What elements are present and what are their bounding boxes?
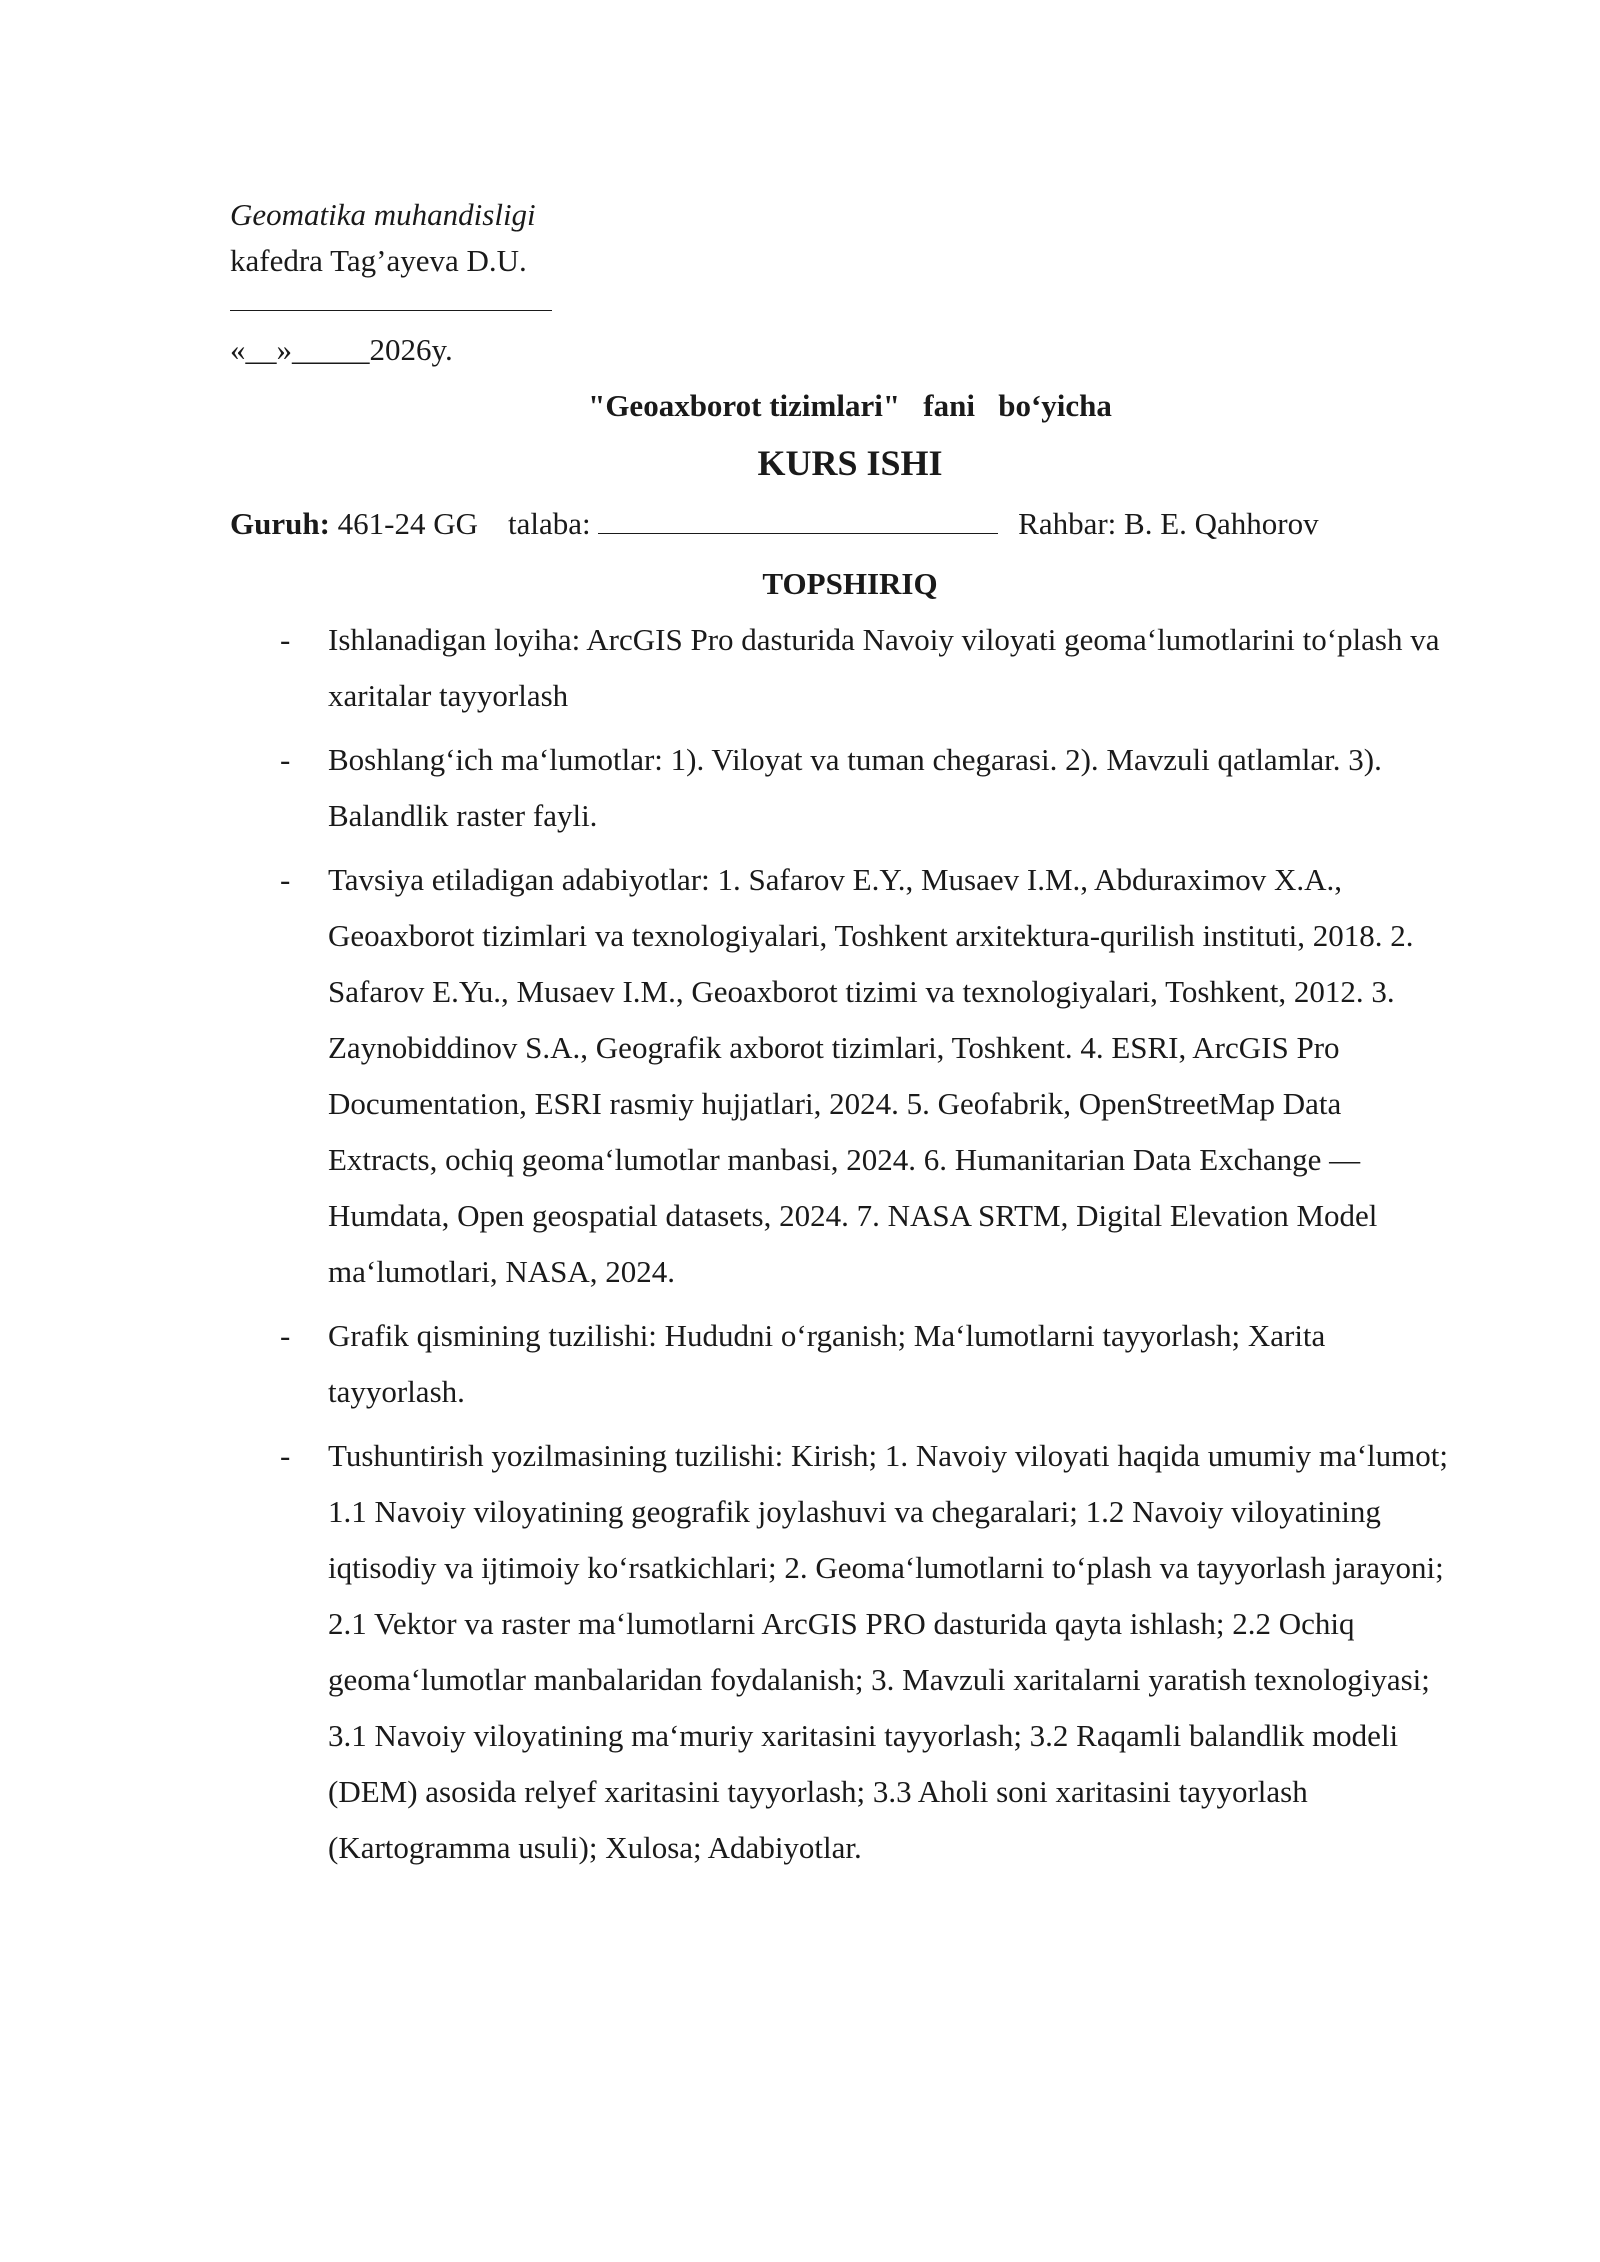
approval-block	[230, 192, 552, 373]
group-info-line	[230, 506, 1319, 542]
list-bullet: -	[280, 622, 291, 657]
list-item	[280, 852, 1455, 1300]
list-bullet: -	[280, 862, 291, 897]
department-head: kafedra Tag’ayeva D.U.	[230, 243, 527, 278]
list-item	[280, 1428, 1455, 1876]
task-literature: Tavsiya etiladigan adabiyotlar: 1. Safarov E.Y., Musaev I.M., Abduraximov X.A., Geoaxborot tizimlari va texnologiyalari, Toshkent arxitektura-qurilish instituti, 2018. 2. Safarov E.Yu., Musaev I.M., Geoaxborot tizimi va texnologiyalari, Toshkent, 2012. 3. Zaynobiddinov S.A., Geografik axborot tizimlari, Toshkent. 4. ESRI, ArcGIS Pro Documentation, ESRI rasmiy hujjatlari, 2024. 5. Geofabrik, OpenStreetMap Data Extracts, ochiq geoma‘lumotlar manbasi, 2024. 6. Humanitarian Data Exchange — Humdata, Open geospatial datasets, 2024. 7. NASA SRTM, Digital Elevation Model ma‘lumotlari, NASA, 2024.	[328, 862, 1414, 1289]
list-bullet: -	[280, 1438, 291, 1473]
task-explanatory-note: Tushuntirish yozilmasining tuzilishi: Kirish; 1. Navoiy viloyati haqida umumiy ma‘lumot; 1.1 Navoiy viloyatining geografik joylashuvi va chegaralari; 1.2 Navoiy viloyatining iqtisodiy va ijtimoiy ko‘rsatkichlari; 2. Geoma‘lumotlarni to‘plash va tayyorlash jarayoni; 2.1 Vektor va raster ma‘lumotlarni ArcGIS PRO dasturida qayta ishlash; 2.2 Ochiq geoma‘lumotlar manbalaridan foydalanish; 3. Mavzuli xaritalarni yaratish texnologiyasi; 3.1 Navoiy viloyatining ma‘muriy xaritasini tayyorlash; 3.2 Raqamli balandlik modeli (DEM) asosida relyef xaritasini tayyorlash; 3.3 Aholi soni xaritasini tayyorlash (Kartogramma usuli); Xulosa; Adabiyotlar.	[328, 1438, 1448, 1865]
list-item	[280, 1308, 1455, 1420]
task-graphic-part: Grafik qismining tuzilishi: Hududni o‘rganish; Ma‘lumotlarni tayyorlash; Xarita tayyorlash.	[328, 1318, 1326, 1409]
list-bullet: -	[280, 1318, 291, 1353]
subject-line: "Geoaxborot tizimlari" fani bo‘yicha	[588, 388, 1112, 423]
supervisor: Rahbar: B. E. Qahhorov	[1018, 506, 1319, 541]
signature-line	[230, 284, 552, 311]
task-section-title: TOPSHIRIQ	[762, 566, 938, 601]
task-initial-data: Boshlang‘ich ma‘lumotlar: 1). Viloyat va tuman chegarasi. 2). Mavzuli qatlamlar. 3). Balandlik raster fayli.	[328, 742, 1382, 833]
department-name: Geomatika muhandisligi	[230, 197, 536, 232]
approval-date: «__»_____2026y.	[230, 332, 453, 367]
list-item	[280, 732, 1455, 844]
task-list	[280, 612, 1455, 1884]
group-label: Guruh:	[230, 506, 330, 541]
task-project: Ishlanadigan loyiha: ArcGIS Pro dasturida Navoiy viloyati geoma‘lumotlarini to‘plash va xaritalar tayyorlash	[328, 622, 1440, 713]
group-value: 461-24 GG	[337, 506, 479, 541]
list-bullet: -	[280, 742, 291, 777]
list-item	[280, 612, 1455, 724]
student-label: talaba:	[508, 506, 591, 541]
student-name-blank	[598, 507, 998, 534]
document-title: KURS ISHI	[757, 443, 943, 483]
